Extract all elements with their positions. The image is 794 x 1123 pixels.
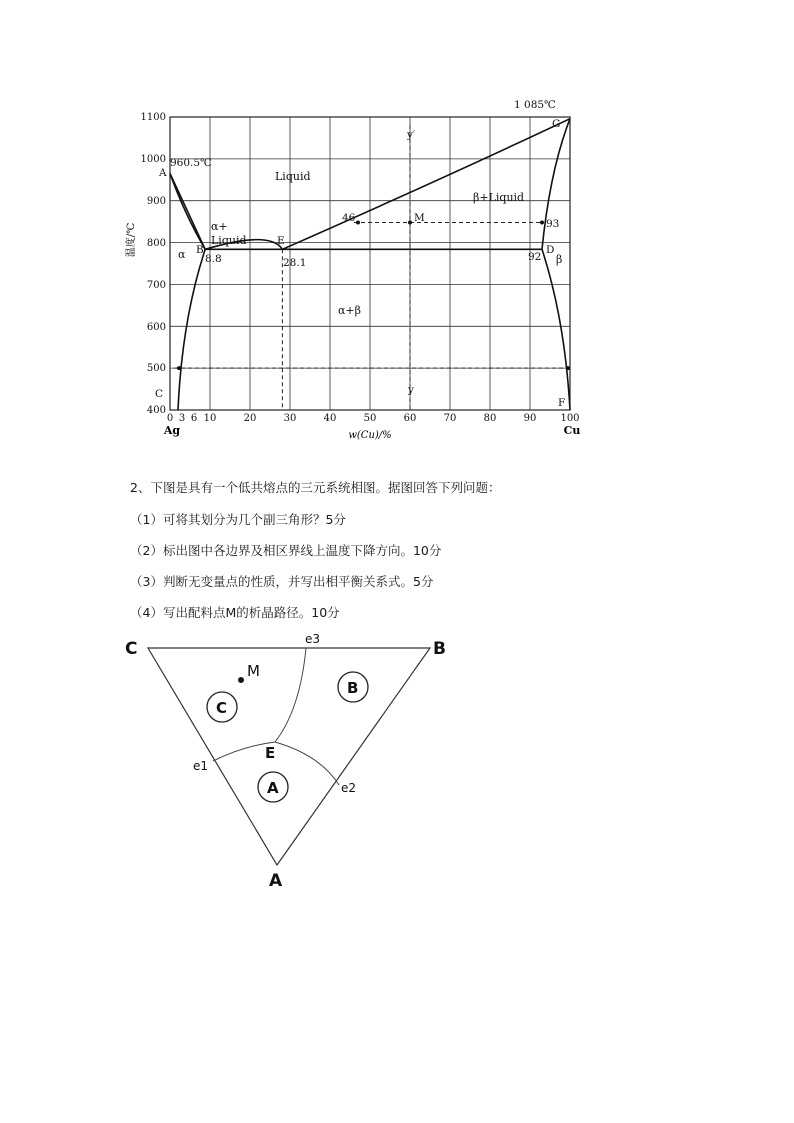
annotation-b-comp: 8.8 (205, 253, 222, 265)
xtick-100: 100 (560, 413, 580, 424)
phase-diagram (110, 90, 590, 445)
label-B: B (196, 244, 204, 256)
point-E-label: E (265, 744, 276, 762)
xtick-6: 6 (190, 413, 198, 424)
point-M-dot (238, 677, 244, 683)
xtick-60: 60 (403, 413, 417, 424)
y-axis-label: 温度/℃ (126, 222, 137, 258)
label-C: C (155, 388, 164, 400)
xtick-3: 3 (178, 413, 186, 424)
question-item-1: （1）可将其划分为几个副三角形？5分 (130, 512, 346, 527)
grid-lines (170, 117, 570, 410)
xtick-50: 50 (363, 413, 377, 424)
endpoint-ag-label: Ag (163, 424, 181, 437)
ternary-diagram (115, 630, 465, 895)
annotation-melt-cu: 1 085℃ (514, 99, 556, 111)
point-500-left (177, 366, 181, 370)
vertex-C-label: C (125, 639, 138, 659)
endpoint-cu-label: Cu (563, 424, 581, 437)
region-alpha-liquid-2: Liquid (211, 234, 247, 247)
ytick-700: 700 (146, 280, 166, 291)
label-E: E (277, 235, 285, 247)
region-liquid: Liquid (275, 170, 311, 183)
region-beta: β (556, 253, 563, 266)
label-A: A (159, 167, 167, 179)
label-M: M (414, 212, 425, 224)
field-B-label: B (347, 679, 359, 697)
ytick-900: 900 (146, 196, 166, 207)
xtick-0: 0 (166, 413, 174, 424)
solvus-alpha (178, 249, 205, 410)
xtick-90: 90 (523, 413, 537, 424)
liquidus-beta (282, 119, 570, 250)
xtick-40: 40 (323, 413, 337, 424)
field-C-label: C (216, 699, 228, 717)
vertex-B-label: B (433, 639, 446, 659)
xtick-80: 80 (483, 413, 497, 424)
ytick-500: 500 (146, 363, 166, 374)
point-M-dot (408, 221, 412, 225)
x-axis-label: w(Cu)/% (348, 430, 392, 441)
region-alpha-beta: α+β (338, 304, 362, 317)
point-e3-label: e3 (305, 632, 321, 646)
point-e2-label: e2 (341, 781, 357, 795)
point-500-right (566, 366, 570, 370)
solvus-beta (542, 249, 570, 410)
boundary-e3-E (275, 648, 306, 742)
xtick-10: 10 (203, 413, 217, 424)
vertex-A-label: A (269, 871, 283, 891)
xtick-30: 30 (283, 413, 297, 424)
point-93-dot (540, 221, 544, 225)
annotation-liq-46: 46 (342, 212, 356, 224)
question-item-3: （3）判断无变量点的性质，并写出相平衡关系式。5分 (130, 574, 434, 589)
ytick-1100: 1100 (140, 112, 166, 123)
point-46-dot (356, 221, 360, 225)
region-alpha-liquid-1: α+ (211, 220, 228, 233)
annotation-d-comp: 92 (528, 251, 542, 263)
xtick-20: 20 (243, 413, 257, 424)
ytick-400: 400 (146, 405, 166, 416)
question-title: 2、下图是具有一个低共熔点的三元系统相图。据图回答下列问题： (130, 480, 501, 495)
annotation-melt-ag: 960.5℃ (170, 157, 212, 169)
label-y-top: y′ (407, 129, 416, 141)
annotation-e-comp: 28.1 (283, 257, 307, 269)
region-beta-liquid: β+Liquid (473, 191, 525, 204)
label-y-bottom: y (408, 384, 414, 396)
question-item-4: （4）写出配料点M的析晶路径。10分 (130, 605, 340, 620)
annotation-liq-93: 93 (546, 218, 560, 230)
ytick-800: 800 (146, 238, 166, 249)
label-F: F (558, 397, 566, 409)
liquidus-alpha (170, 174, 205, 250)
question-item-2: （2）标出图中各边界及相区界线上温度下降方向。10分 (130, 543, 442, 558)
ternary-triangle (148, 648, 430, 865)
label-D: D (546, 244, 555, 256)
ytick-600: 600 (146, 322, 166, 333)
xtick-70: 70 (443, 413, 457, 424)
point-e1-label: e1 (193, 759, 209, 773)
label-G: G (552, 118, 561, 130)
point-M-label: M (247, 662, 260, 680)
field-A-label: A (267, 779, 279, 797)
ytick-1000: 1000 (140, 154, 166, 165)
region-alpha: α (178, 248, 186, 261)
